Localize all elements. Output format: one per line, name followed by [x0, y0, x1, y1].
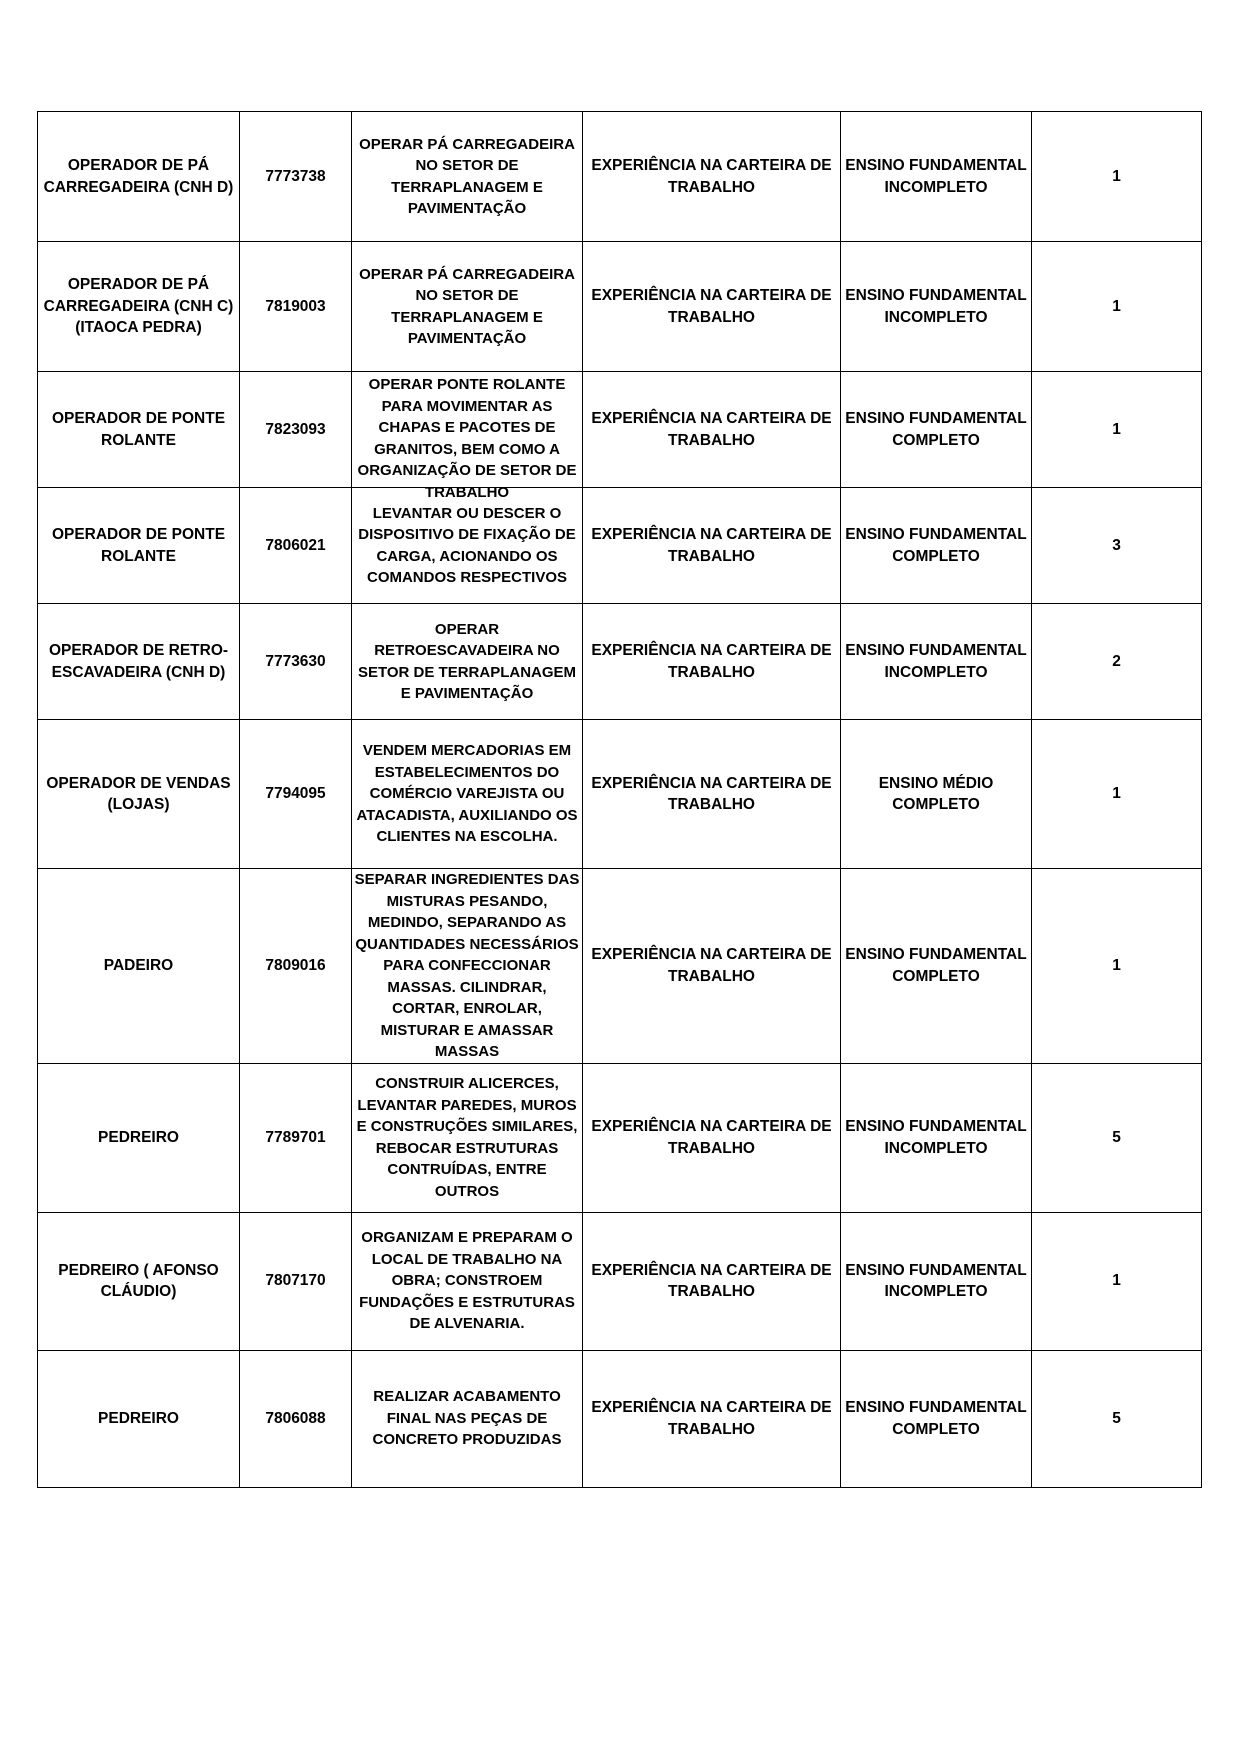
education-cell: ENSINO FUNDAMENTAL INCOMPLETO [841, 242, 1032, 372]
table-row [38, 604, 1202, 720]
experience-cell: EXPERIÊNCIA NA CARTEIRA DE TRABALHO [583, 720, 841, 869]
description-cell: ORGANIZAM E PREPARAM O LOCAL DE TRABALHO NA OBRA; CONSTROEM FUNDAÇÕES E ESTRUTURAS DE ALVENARIA. [352, 1212, 583, 1350]
experience-cell: EXPERIÊNCIA NA CARTEIRA DE TRABALHO [583, 1212, 841, 1350]
vacancies-cell: 1 [1032, 869, 1202, 1064]
occupation-cell: PEDREIRO [38, 1063, 240, 1212]
description-text: OPERAR PONTE ROLANTE PARA MOVIMENTAR AS CHAPAS E PACOTES DE GRANITOS, BEM COMO A ORGANIZAÇÃO DE SETOR DE TRABALHO [357, 376, 577, 501]
code-cell: 7806021 [240, 488, 352, 604]
education-cell: ENSINO FUNDAMENTAL INCOMPLETO [841, 1063, 1032, 1212]
education-cell: ENSINO FUNDAMENTAL COMPLETO [841, 869, 1032, 1064]
table-row [38, 488, 1202, 604]
vacancies-cell: 1 [1032, 720, 1202, 869]
table-row [38, 112, 1202, 242]
experience-cell: EXPERIÊNCIA NA CARTEIRA DE TRABALHO [583, 604, 841, 720]
code-cell: 7789701 [240, 1063, 352, 1212]
occupation-cell: OPERADOR DE RETRO-ESCAVADEIRA (CNH D) [38, 604, 240, 720]
vacancies-cell: 3 [1032, 488, 1202, 604]
description-cell [352, 372, 583, 501]
education-cell: ENSINO FUNDAMENTAL COMPLETO [841, 488, 1032, 604]
description-cell: OPERAR RETROESCAVADEIRA NO SETOR DE TERRAPLANAGEM E PAVIMENTAÇÃO [352, 604, 583, 720]
occupation-cell: OPERADOR DE PÁ CARREGADEIRA (CNH C) (ITAOCA PEDRA) [38, 242, 240, 372]
code-cell: 7823093 [240, 372, 352, 488]
code-cell: 7807170 [240, 1212, 352, 1350]
occupation-cell: PEDREIRO [38, 1350, 240, 1487]
experience-cell: EXPERIÊNCIA NA CARTEIRA DE TRABALHO [583, 1350, 841, 1487]
table-row [38, 1350, 1202, 1487]
education-cell: ENSINO MÉDIO COMPLETO [841, 720, 1032, 869]
occupation-cell: PEDREIRO ( AFONSO CLÁUDIO) [38, 1212, 240, 1350]
experience-cell: EXPERIÊNCIA NA CARTEIRA DE TRABALHO [583, 869, 841, 1064]
experience-cell: EXPERIÊNCIA NA CARTEIRA DE TRABALHO [583, 488, 841, 604]
code-cell: 7773630 [240, 604, 352, 720]
occupation-cell: OPERADOR DE PONTE ROLANTE [38, 488, 240, 604]
occupation-cell: OPERADOR DE PÁ CARREGADEIRA (CNH D) [38, 112, 240, 242]
description-cell: OPERAR PÁ CARREGADEIRA NO SETOR DE TERRAPLANAGEM E PAVIMENTAÇÃO [352, 112, 583, 242]
experience-cell: EXPERIÊNCIA NA CARTEIRA DE TRABALHO [583, 372, 841, 488]
description-cell: CONSTRUIR ALICERCES, LEVANTAR PAREDES, MUROS E CONSTRUÇÕES SIMILARES, REBOCAR ESTRUTURAS CONTRUÍDAS, ENTRE OUTROS [352, 1063, 583, 1212]
table-row [38, 869, 1202, 1064]
code-cell: 7809016 [240, 869, 352, 1064]
table-row [38, 1212, 1202, 1350]
experience-cell: EXPERIÊNCIA NA CARTEIRA DE TRABALHO [583, 112, 841, 242]
job-vacancies-body [38, 112, 1202, 1488]
table-row [38, 720, 1202, 869]
description-cell: REALIZAR ACABAMENTO FINAL NAS PEÇAS DE CONCRETO PRODUZIDAS [352, 1350, 583, 1487]
code-cell: 7806088 [240, 1350, 352, 1487]
occupation-cell: OPERADOR DE VENDAS (LOJAS) [38, 720, 240, 869]
vacancies-cell: 1 [1032, 1212, 1202, 1350]
table-row [38, 242, 1202, 372]
description-cell: OPERAR PÁ CARREGADEIRA NO SETOR DE TERRAPLANAGEM E PAVIMENTAÇÃO [352, 242, 583, 372]
job-vacancies-table [37, 111, 1202, 1488]
code-cell: 7819003 [240, 242, 352, 372]
occupation-cell: OPERADOR DE PONTE ROLANTE [38, 372, 240, 488]
education-cell: ENSINO FUNDAMENTAL INCOMPLETO [841, 112, 1032, 242]
vacancies-cell: 1 [1032, 372, 1202, 488]
experience-cell: EXPERIÊNCIA NA CARTEIRA DE TRABALHO [583, 1063, 841, 1212]
vacancies-cell: 2 [1032, 604, 1202, 720]
education-cell: ENSINO FUNDAMENTAL INCOMPLETO [841, 1212, 1032, 1350]
vacancies-cell: 5 [1032, 1350, 1202, 1487]
vacancies-cell: 1 [1032, 242, 1202, 372]
code-cell: 7794095 [240, 720, 352, 869]
experience-cell: EXPERIÊNCIA NA CARTEIRA DE TRABALHO [583, 242, 841, 372]
education-cell: ENSINO FUNDAMENTAL COMPLETO [841, 372, 1032, 488]
table-row [38, 1063, 1202, 1212]
vacancies-cell: 1 [1032, 112, 1202, 242]
occupation-cell: PADEIRO [38, 869, 240, 1064]
description-cell: LEVANTAR OU DESCER O DISPOSITIVO DE FIXAÇÃO DE CARGA, ACIONANDO OS COMANDOS RESPECTIVOS [352, 488, 583, 604]
education-cell: ENSINO FUNDAMENTAL INCOMPLETO [841, 604, 1032, 720]
table-row [38, 372, 1202, 488]
code-cell: 7773738 [240, 112, 352, 242]
education-cell: ENSINO FUNDAMENTAL COMPLETO [841, 1350, 1032, 1487]
vacancies-cell: 5 [1032, 1063, 1202, 1212]
description-cell: SEPARAR INGREDIENTES DAS MISTURAS PESANDO, MEDINDO, SEPARANDO AS QUANTIDADES NECESSÁRIOS PARA CONFECCIONAR MASSAS. CILINDRAR, CORTAR, ENROLAR, MISTURAR E AMASSAR MASSAS [352, 869, 583, 1064]
description-cell: VENDEM MERCADORIAS EM ESTABELECIMENTOS DO COMÉRCIO VAREJISTA OU ATACADISTA, AUXILIANDO OS CLIENTES NA ESCOLHA. [352, 720, 583, 869]
